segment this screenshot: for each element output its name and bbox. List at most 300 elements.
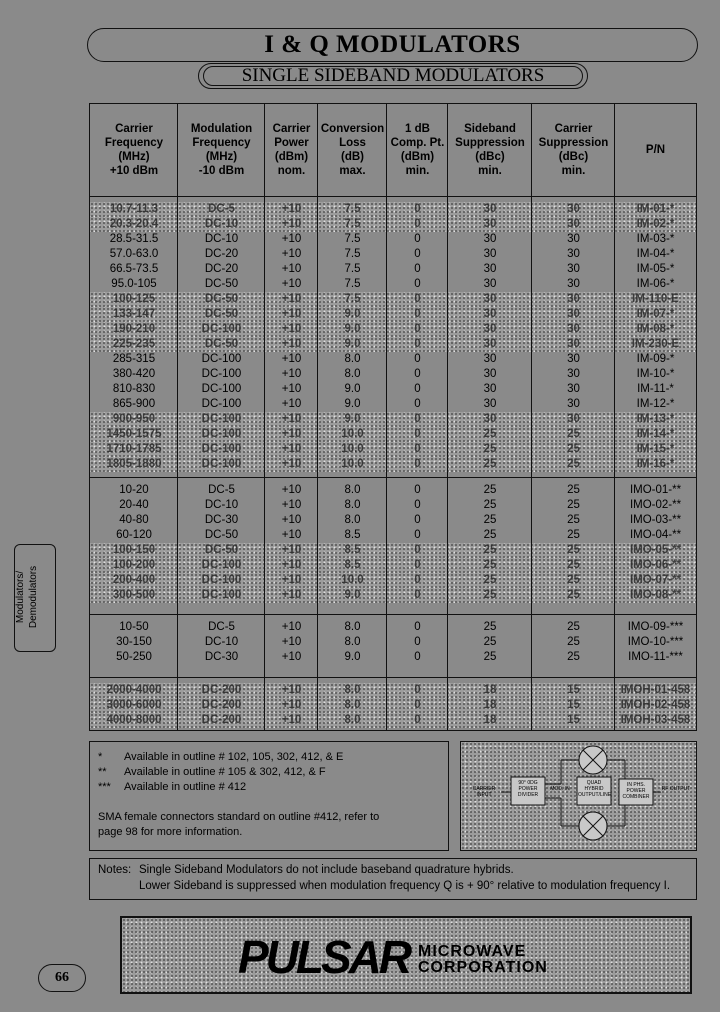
table-cell: +10 [281,263,302,275]
table-cell: 30 [483,248,497,260]
table-cell: 30 [483,278,497,290]
table-cell: +10 [281,203,302,215]
table-cell: 30 [567,383,580,395]
table-row [90,698,696,713]
table-cell: 30 [483,398,497,410]
table-cell: 7.5 [344,293,361,305]
table-cell: 0 [414,233,421,245]
table-row [90,352,696,367]
table-row [90,588,696,603]
table-cell: 25 [567,458,580,470]
table-cell: DC-100 [201,398,242,410]
table-cell: 25 [483,574,497,586]
table-cell: 25 [567,559,580,571]
table-row [90,247,696,262]
table-cell: DC-100 [201,413,242,425]
table-cell: 30 [567,398,580,410]
table-row [90,620,696,635]
table-cell: 9.0 [344,651,361,663]
table-cell: 7.5 [344,263,361,275]
table-cell: 8.5 [344,544,361,556]
table-cell: 10-20 [119,484,149,496]
table-row [90,367,696,382]
table-cell: 50-250 [116,651,152,663]
column-header-1: Carrier Frequency (MHz) +10 dBm [104,123,164,177]
table-cell: 300-500 [112,589,156,601]
table-row [90,483,696,498]
table-header [90,104,696,197]
table-row [90,292,696,307]
table-cell: 30 [483,218,497,230]
table-cell: 1710-1785 [106,443,162,455]
table-cell: 865-900 [112,398,156,410]
table-cell: 25 [483,484,497,496]
table-cell: 30 [567,218,580,230]
table-cell: 30 [483,413,497,425]
table-cell: 57.0-63.0 [109,248,159,260]
table-cell: 0 [414,529,421,541]
table-cell: +10 [281,544,302,556]
table-cell: DC-100 [201,443,242,455]
table-cell: DC-50 [204,293,239,305]
table-cell: +10 [281,699,302,711]
table-cell: DC-50 [204,338,239,350]
table-row [90,543,696,558]
table-cell: 9.0 [344,308,361,320]
table-cell: 25 [567,443,580,455]
table-cell: 10.0 [341,428,364,440]
notes-line-1: Single Sideband Modulators do not include baseband quadrature hybrids. [139,864,514,876]
table-cell: IM-110-E [632,293,679,305]
table-cell: IM-09-* [636,353,675,365]
table-cell: +10 [281,529,302,541]
table-cell: +10 [281,714,302,726]
table-cell: 30 [483,293,497,305]
table-cell: +10 [281,636,302,648]
table-cell: IM-12-* [636,398,675,410]
table-cell: DC-100 [201,559,242,571]
table-cell: 25 [483,499,497,511]
diagram-combiner-label: IN PHS. POWER COMBINER [622,782,650,800]
table-cell: 25 [483,529,497,541]
column-header-5: 1 dB Comp. Pt. (dBm) min. [390,123,445,177]
table-cell: IMO-11-*** [628,651,683,663]
table-cell: +10 [281,338,302,350]
table-cell: 0 [414,499,421,511]
table-cell: 60-120 [116,529,152,541]
page-title: I & Q MODULATORS [87,28,698,62]
side-tab-text: Modulators/ Demodulators [15,565,39,629]
availability-line-1: * Available in outline # 102, 105, 302, 412, & E [98,751,344,763]
table-cell: 0 [414,574,421,586]
table-cell: 30 [567,203,580,215]
table-cell: 100-150 [112,544,156,556]
table-cell: DC-10 [204,218,239,230]
table-cell: DC-50 [204,308,239,320]
table-cell: 810-830 [112,383,156,395]
table-cell: 0 [414,684,421,696]
availability-notes [89,741,449,851]
table-cell: +10 [281,428,302,440]
table-cell: 30 [567,233,580,245]
table-cell: 25 [567,636,580,648]
table-cell: 380-420 [112,368,156,380]
table-cell: 133-147 [112,308,156,320]
table-cell: 30 [567,293,580,305]
table-cell: IM-14-* [636,428,675,440]
table-cell: 0 [414,308,421,320]
table-cell: 25 [483,428,497,440]
page-subtitle [198,63,588,89]
table-cell: 25 [567,499,580,511]
table-cell: DC-100 [201,383,242,395]
table-cell: +10 [281,589,302,601]
table-cell: IM-02-* [636,218,675,230]
table-cell: +10 [281,651,302,663]
table-cell: 0 [414,484,421,496]
table-cell: IMO-01-** [629,484,682,496]
table-cell: 25 [567,529,580,541]
table-row [90,513,696,528]
table-cell: IMO-02-** [629,499,682,511]
table-cell: IM-06-* [636,278,675,290]
table-cell: 25 [567,484,580,496]
table-cell: 30 [567,368,580,380]
table-cell: 30 [567,248,580,260]
diagram-rf-out-label: RF OUTPUT [661,786,691,792]
table-cell: +10 [281,514,302,526]
table-row [90,528,696,543]
table-cell: +10 [281,353,302,365]
table-cell: 9.0 [344,413,361,425]
table-cell: 20.3-20.4 [109,218,159,230]
block-diagram [460,741,697,851]
table-row [90,382,696,397]
table-cell: 30 [567,338,580,350]
table-cell: 30 [567,278,580,290]
table-cell: DC-5 [208,621,235,633]
table-cell: 25 [483,559,497,571]
table-cell: 15 [567,699,580,711]
table-row [90,217,696,232]
table-cell: 40-80 [119,514,149,526]
table-cell: DC-10 [204,499,239,511]
table-cell: 30-150 [116,636,152,648]
table-cell: 8.0 [344,699,361,711]
table-row [90,498,696,513]
table-cell: 10.0 [341,458,364,470]
table-cell: 30 [567,353,580,365]
availability-line-3: *** Available in outline # 412 [98,781,247,793]
table-cell: 25 [483,589,497,601]
table-cell: 0 [414,203,421,215]
column-divider [317,104,318,730]
table-cell: +10 [281,308,302,320]
table-cell: IMOH-03-458 [620,714,691,726]
table-cell: 9.0 [344,589,361,601]
table-cell: 0 [414,413,421,425]
table-cell: 25 [567,574,580,586]
table-cell: DC-100 [201,458,242,470]
table-cell: 30 [483,308,497,320]
table-cell: 0 [414,458,421,470]
table-cell: 1450-1575 [106,428,162,440]
column-divider [614,104,615,730]
logo-corporation: CORPORATION [418,959,548,976]
table-cell: 30 [483,323,497,335]
table-cell: 66.5-73.5 [109,263,159,275]
table-cell: 4000-8000 [106,714,162,726]
table-cell: 0 [414,714,421,726]
table-row [90,232,696,247]
table-cell: 10.7-11.3 [110,203,158,215]
table-cell: +10 [281,293,302,305]
diagram-quad-label: QUAD HYBRID OUTPUT/LINE [578,780,612,798]
table-cell: DC-200 [201,684,242,696]
table-cell: DC-100 [201,353,242,365]
table-cell: 8.5 [344,559,361,571]
table-row [90,442,696,457]
table-cell: 8.0 [344,684,361,696]
notes-label: Notes: [98,864,132,876]
column-header-6: Sideband Suppression (dBc) min. [455,123,525,177]
table-cell: 30 [483,263,497,275]
table-cell: 9.0 [344,323,361,335]
table-cell: 0 [414,559,421,571]
table-cell: +10 [281,368,302,380]
table-cell: 200-400 [112,574,156,586]
table-group-1 [90,202,696,472]
table-cell: 28.5-31.5 [109,233,159,245]
table-cell: 30 [567,263,580,275]
table-cell: IMO-09-*** [627,621,684,633]
table-cell: 0 [414,699,421,711]
table-cell: +10 [281,499,302,511]
table-cell: IM-07-* [636,308,675,320]
table-cell: DC-50 [204,529,239,541]
table-cell: IM-01-* [636,203,675,215]
table-cell: 95.0-105 [111,278,157,290]
table-cell: +10 [281,484,302,496]
table-cell: 8.0 [344,621,361,633]
table-cell: 25 [567,589,580,601]
table-cell: 25 [483,514,497,526]
diagram-carrier-label: CARRIER INPUT [472,786,496,798]
table-cell: 225-235 [112,338,156,350]
table-cell: 7.5 [344,278,361,290]
table-cell: 9.0 [344,398,361,410]
table-cell: 7.5 [344,248,361,260]
table-cell: 0 [414,278,421,290]
table-cell: DC-200 [201,699,242,711]
table-cell: +10 [281,559,302,571]
table-cell: 190-210 [112,323,156,335]
table-cell: +10 [281,323,302,335]
table-cell: 9.0 [344,338,361,350]
table-cell: +10 [281,398,302,410]
table-cell: 9.0 [344,383,361,395]
table-cell: 25 [567,514,580,526]
table-cell: +10 [281,248,302,260]
table-cell: IMO-04-** [629,529,682,541]
column-divider [531,104,532,730]
page-number: 66 [38,964,86,992]
table-cell: DC-30 [204,514,239,526]
table-cell: 8.0 [344,353,361,365]
column-divider [177,104,178,730]
table-cell: IMO-03-** [629,514,682,526]
table-cell: IM-04-* [636,248,675,260]
table-cell: 18 [483,684,497,696]
table-cell: 0 [414,651,421,663]
table-cell: DC-30 [204,651,239,663]
sma-note-line-1: SMA female connectors standard on outline #412, refer to [98,811,380,823]
table-cell: 0 [414,248,421,260]
table-cell: 0 [414,323,421,335]
table-cell: 900-950 [112,413,156,425]
table-cell: 25 [567,428,580,440]
table-cell: IM-230-E [631,338,680,350]
table-cell: 30 [483,383,497,395]
table-cell: DC-100 [201,368,242,380]
table-cell: 25 [567,544,580,556]
table-row [90,635,696,650]
table-cell: 25 [567,621,580,633]
table-row [90,322,696,337]
column-divider [264,104,265,730]
table-cell: 8.0 [344,636,361,648]
table-cell: DC-100 [201,574,242,586]
table-cell: IMO-05-** [629,544,682,556]
table-cell: 7.5 [344,203,361,215]
table-cell: IM-15-* [636,443,675,455]
table-cell: DC-10 [204,233,239,245]
table-row [90,412,696,427]
table-cell: 285-315 [112,353,156,365]
table-row [90,713,696,728]
table-cell: 0 [414,589,421,601]
table-cell: 8.0 [344,499,361,511]
table-cell: IM-13-* [636,413,675,425]
table-cell: +10 [281,278,302,290]
table-cell: 25 [483,544,497,556]
table-cell: +10 [281,413,302,425]
column-divider [447,104,448,730]
table-cell: 30 [483,233,497,245]
table-cell: DC-20 [204,248,239,260]
table-cell: 18 [483,714,497,726]
table-cell: 8.0 [344,368,361,380]
table-cell: 0 [414,544,421,556]
table-cell: 0 [414,218,421,230]
table-cell: +10 [281,574,302,586]
table-row [90,262,696,277]
table-cell: 30 [483,368,497,380]
table-row [90,202,696,217]
pulsar-logo: PULSAR [238,931,410,983]
table-cell: IM-10-* [636,368,675,380]
table-cell: 15 [567,684,580,696]
table-cell: DC-50 [204,278,239,290]
table-cell: DC-100 [201,589,242,601]
table-cell: 20-40 [119,499,149,511]
table-cell: IMOH-02-458 [620,699,691,711]
spec-table [89,103,697,731]
table-cell: 25 [483,651,497,663]
table-cell: +10 [281,443,302,455]
table-cell: 25 [567,651,580,663]
table-cell: DC-10 [204,636,239,648]
table-cell: 0 [414,263,421,275]
table-cell: 10-50 [119,621,149,633]
table-cell: 1805-1880 [106,458,162,470]
table-cell: 100-125 [112,293,156,305]
table-cell: 2000-4000 [106,684,162,696]
column-header-4: Conversion Loss (dB) max. [320,123,385,177]
table-cell: 8.0 [344,514,361,526]
table-cell: +10 [281,621,302,633]
table-group-2 [90,477,696,603]
table-cell: 0 [414,636,421,648]
table-row [90,650,696,665]
table-cell: IM-03-* [636,233,675,245]
section-side-tab [14,544,56,652]
table-cell: IMO-06-** [629,559,682,571]
table-cell: 18 [483,699,497,711]
table-cell: IM-16-* [636,458,675,470]
table-cell: DC-100 [201,428,242,440]
table-cell: +10 [281,458,302,470]
table-cell: 100-200 [112,559,156,571]
table-cell: 7.5 [344,233,361,245]
pulsar-logo-banner [120,916,692,994]
table-cell: 0 [414,383,421,395]
table-cell: 30 [567,413,580,425]
table-cell: 3000-6000 [106,699,162,711]
table-cell: IM-05-* [636,263,675,275]
table-cell: DC-20 [204,263,239,275]
sma-note-line-2: page 98 for more information. [98,826,243,838]
table-cell: 8.5 [344,529,361,541]
bottom-notes [89,858,697,900]
table-cell: 0 [414,428,421,440]
column-header-3: Carrier Power (dBm) nom. [272,123,311,177]
table-cell: 30 [483,203,497,215]
table-cell: 0 [414,368,421,380]
table-cell: 0 [414,514,421,526]
table-cell: IMO-10-*** [627,636,684,648]
table-cell: 7.5 [344,218,361,230]
column-header-8: P/N [645,144,666,156]
table-cell: IMO-07-** [629,574,682,586]
table-cell: 25 [483,458,497,470]
table-cell: IMOH-01-458 [620,684,691,696]
table-cell: 30 [567,323,580,335]
diagram-mod-in-label: MOD. IN [550,786,570,792]
diagram-hybrid-label: 90° 0DG POWER DIVIDER [517,780,539,798]
table-cell: 30 [483,338,497,350]
table-cell: 15 [567,714,580,726]
table-row [90,307,696,322]
logo-microwave: MICROWAVE [418,943,527,960]
table-cell: 10.0 [341,443,364,455]
table-cell: DC-100 [201,323,242,335]
table-cell: IMO-08-** [629,589,682,601]
table-cell: 8.0 [344,484,361,496]
table-cell: 10.0 [341,574,364,586]
table-row [90,427,696,442]
table-cell: +10 [281,233,302,245]
